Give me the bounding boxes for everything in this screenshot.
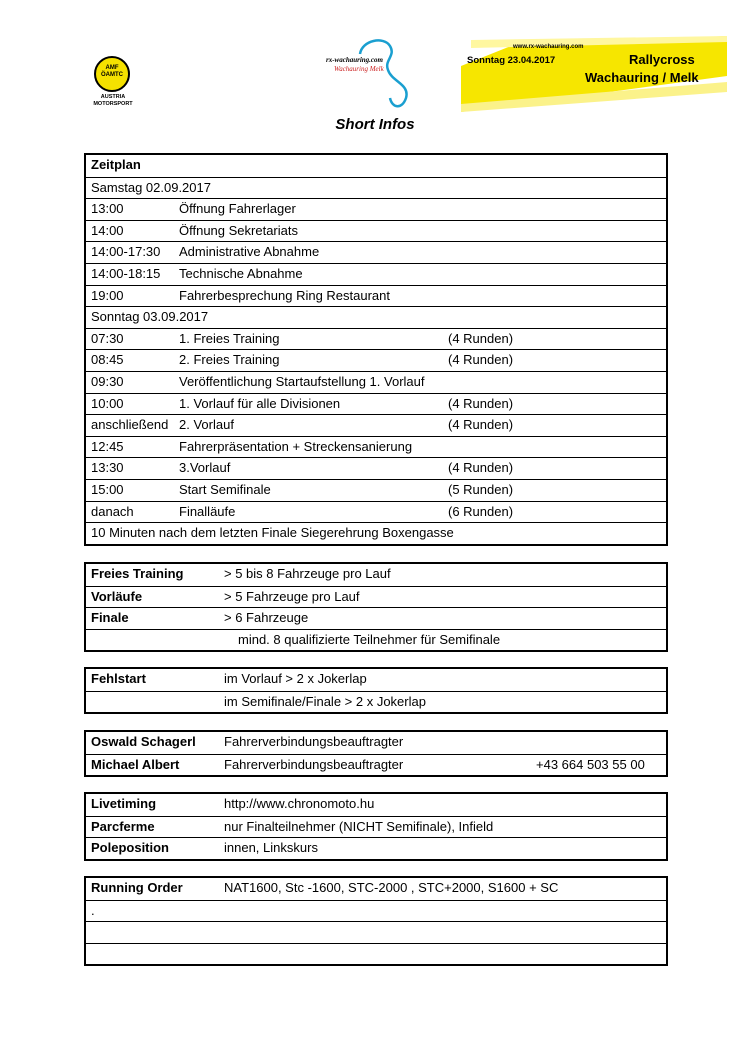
- table-row: [86, 754, 666, 776]
- track-outline-icon: [322, 36, 434, 116]
- table-row: [86, 586, 666, 608]
- laps-cell: (4 Runden): [448, 417, 514, 433]
- info-label: Livetiming: [91, 796, 157, 811]
- contact-role: Fahrerverbindungsbeauftragter: [224, 734, 404, 749]
- event-cell: Technische Abnahme: [179, 265, 303, 281]
- table-row: [86, 479, 666, 501]
- table-row: [86, 607, 666, 629]
- event-cell: Fahrerbesprechung Ring Restaurant: [179, 287, 391, 303]
- time-cell: 14:00-18:15: [91, 265, 161, 281]
- table-row: [86, 393, 666, 415]
- event-cell: Administrative Abnahme: [179, 244, 320, 260]
- time-cell: anschließend: [91, 417, 169, 433]
- semifinal-note: mind. 8 qualifizierte Teilnehmer für Semifinale: [238, 631, 501, 647]
- table-row: [86, 900, 666, 922]
- event-cell: 2. Vorlauf: [179, 417, 234, 433]
- running-order-table: [84, 876, 668, 966]
- info-label: Poleposition: [91, 840, 169, 856]
- time-cell: 10:00: [91, 395, 124, 411]
- zeitplan-table: [84, 153, 668, 546]
- table-row: [86, 241, 666, 263]
- laps-cell: (5 Runden): [448, 481, 514, 497]
- wachauring-logo: [322, 36, 434, 116]
- time-cell: danach: [91, 503, 134, 519]
- banner-date: Sonntag 23.04.2017: [467, 55, 556, 66]
- field-value: > 5 Fahrzeuge pro Lauf: [224, 588, 360, 604]
- event-cell: Finalläufe: [179, 503, 236, 519]
- table-row: [86, 837, 666, 859]
- time-cell: 09:30: [91, 373, 124, 389]
- event-cell: Veröffentlichung Startaufstellung 1. Vorlauf: [179, 373, 425, 389]
- table-row: [86, 436, 666, 458]
- table-row: [86, 794, 666, 816]
- table-row: [86, 669, 666, 691]
- table-row: [86, 306, 666, 328]
- time-cell: 15:00: [91, 481, 124, 497]
- rallycross-banner: [461, 36, 727, 112]
- laps-cell: (4 Runden): [448, 460, 514, 476]
- false-start-rule: im Semifinale/Finale > 2 x Jokerlap: [224, 693, 426, 709]
- event-cell: Öffnung Fahrerlager: [179, 201, 296, 217]
- track-logo-url: rx-wachauring.com: [326, 56, 383, 64]
- table-row: [86, 177, 666, 199]
- contact-phone: +43 664 503 55 00: [536, 756, 645, 772]
- table-row: [86, 943, 666, 965]
- table-row: [86, 629, 666, 651]
- time-cell: 12:45: [91, 438, 124, 454]
- field-value: > 5 bis 8 Fahrzeuge pro Lauf: [224, 566, 391, 581]
- table-row: [86, 522, 666, 544]
- table-row: [86, 878, 666, 900]
- contact-name: Michael Albert: [91, 756, 180, 772]
- table-row: [86, 285, 666, 307]
- event-cell: 1. Vorlauf für alle Divisionen: [179, 395, 341, 411]
- time-cell: 13:00: [91, 201, 124, 217]
- time-cell: 13:30: [91, 460, 124, 476]
- amf-caption: AUSTRIA MOTORSPORT: [93, 94, 133, 107]
- false-start-rule: im Vorlauf > 2 x Jokerlap: [224, 671, 367, 686]
- event-cell: 1. Freies Training: [179, 330, 280, 346]
- day-label: Samstag 02.09.2017: [91, 179, 211, 195]
- time-cell: 08:45: [91, 352, 124, 368]
- laps-cell: (4 Runden): [448, 395, 514, 411]
- running-order-extra: .: [91, 902, 95, 918]
- event-cell: 2. Freies Training: [179, 352, 280, 368]
- event-cell: 3.Vorlauf: [179, 460, 231, 476]
- event-cell: Öffnung Sekretariats: [179, 222, 298, 238]
- amf-emblem: AMF ÖAMTC: [94, 56, 130, 92]
- info-value: nur Finalteilnehmer (NICHT Semifinale), Infield: [224, 818, 494, 834]
- running-order-label: Running Order: [91, 880, 183, 895]
- zeitplan-footer: 10 Minuten nach dem letzten Finale Siegerehrung Boxengasse: [91, 525, 454, 541]
- table-row: [86, 371, 666, 393]
- banner-subtitle: Wachauring / Melk: [585, 70, 699, 85]
- table-row: [86, 328, 666, 350]
- time-cell: 19:00: [91, 287, 124, 303]
- page-title: Short Infos: [335, 116, 415, 133]
- time-cell: 14:00-17:30: [91, 244, 161, 260]
- table-row: [86, 691, 666, 713]
- table-row: [86, 263, 666, 285]
- info-table: [84, 792, 668, 861]
- laps-cell: (4 Runden): [448, 352, 514, 368]
- time-cell: 14:00: [91, 222, 124, 238]
- event-cell: Start Semifinale: [179, 481, 271, 497]
- event-cell: Fahrerpräsentation + Streckensanierung: [179, 438, 413, 454]
- false-start-table: [84, 667, 668, 714]
- table-row: [86, 564, 666, 586]
- table-row: [86, 220, 666, 242]
- table-row: [86, 414, 666, 436]
- time-cell: 07:30: [91, 330, 124, 346]
- laps-cell: (6 Runden): [448, 503, 514, 519]
- info-value: innen, Linkskurs: [224, 840, 318, 856]
- banner-title: Rallycross: [629, 52, 695, 67]
- table-row: [86, 816, 666, 838]
- field-label: Freies Training: [91, 566, 184, 581]
- day-label: Sonntag 03.09.2017: [91, 309, 209, 325]
- contact-name: Oswald Schagerl: [91, 734, 196, 749]
- banner-url: www.rx-wachauring.com: [513, 44, 584, 50]
- contact-role: Fahrerverbindungsbeauftragter: [224, 756, 404, 772]
- field-label: Vorläufe: [91, 588, 143, 604]
- false-start-label: Fehlstart: [91, 671, 146, 686]
- field-label: Finale: [91, 610, 129, 626]
- contacts-table: [84, 730, 668, 777]
- table-row: [86, 501, 666, 523]
- track-logo-subtitle: Wachauring Melk: [334, 65, 384, 73]
- laps-cell: (4 Runden): [448, 330, 514, 346]
- livetiming-link[interactable]: http://www.chronomoto.hu: [224, 796, 375, 811]
- field-value: > 6 Fahrzeuge: [224, 610, 309, 626]
- running-order-value: NAT1600, Stc -1600, STC-2000 , STC+2000, S1600 + SC: [224, 880, 559, 895]
- table-row: [86, 349, 666, 371]
- amf-logo: [92, 56, 134, 110]
- table-row: [86, 732, 666, 754]
- field-sizes-table: [84, 562, 668, 652]
- info-label: Parcferme: [91, 818, 155, 834]
- table-row: [86, 457, 666, 479]
- table-row: [86, 198, 666, 220]
- table-row: [86, 155, 666, 177]
- table-row: [86, 921, 666, 943]
- zeitplan-heading: Zeitplan: [91, 157, 141, 172]
